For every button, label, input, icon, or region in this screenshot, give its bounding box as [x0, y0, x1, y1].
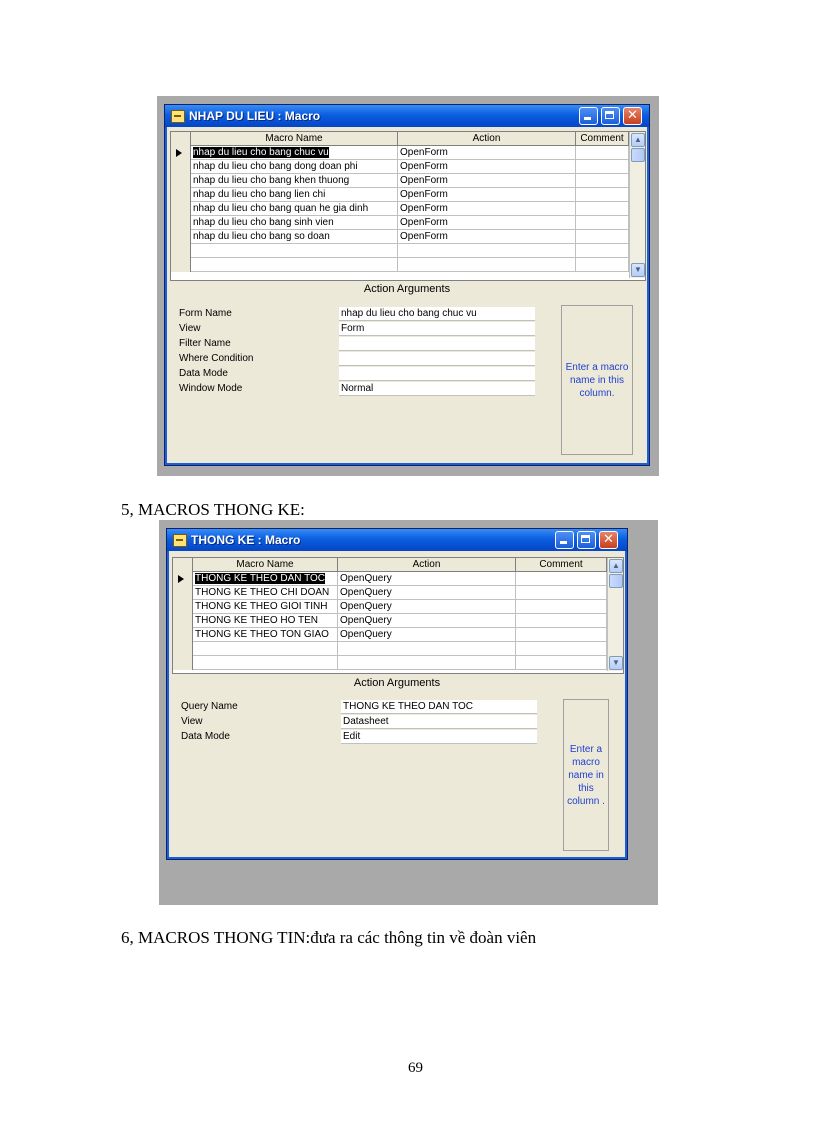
table-row[interactable]: [171, 174, 629, 188]
table-row[interactable]: [173, 586, 607, 600]
grid-header: [171, 132, 629, 146]
comment-cell[interactable]: [516, 586, 607, 600]
macro-name-cell-text: THONG KE THEO HO TEN: [195, 615, 318, 626]
maximize-button[interactable]: [577, 531, 596, 549]
row-selector[interactable]: [173, 642, 193, 656]
comment-cell[interactable]: [516, 628, 607, 642]
close-icon: ✕: [627, 108, 638, 123]
help-hint-text: Enter a macro name in this column .: [567, 743, 605, 807]
macro-name-cell[interactable]: [193, 628, 338, 642]
action-arguments-title: Action Arguments: [363, 283, 451, 295]
column-header-comment[interactable]: Comment: [576, 132, 629, 146]
macro-name-cell-text: THONG KE THEO CHI DOAN: [195, 587, 330, 598]
comment-cell[interactable]: [576, 202, 629, 216]
action-cell-text: OpenQuery: [340, 615, 392, 626]
action-cell[interactable]: [338, 628, 516, 642]
action-cell-text: OpenQuery: [340, 601, 392, 612]
grid-header: [173, 558, 607, 572]
title-bar[interactable]: [165, 105, 649, 127]
row-selector[interactable]: [171, 160, 191, 174]
comment-cell[interactable]: [576, 146, 629, 160]
help-hint-text: Enter a macro name in this column.: [565, 361, 629, 399]
row-selector[interactable]: [173, 600, 193, 614]
table-row[interactable]: [171, 202, 629, 216]
macro-name-cell[interactable]: [191, 160, 398, 174]
macro-name-cell[interactable]: [193, 586, 338, 600]
macro-name-cell-text: nhap du lieu cho bang lien chi: [193, 189, 326, 200]
minimize-button[interactable]: [555, 531, 574, 549]
action-cell[interactable]: [398, 174, 576, 188]
macro-icon: [173, 534, 187, 547]
scroll-up-button[interactable]: ▲: [631, 133, 645, 147]
macro-name-cell-text: THONG KE THEO TON GIAO: [195, 629, 329, 640]
macro-name-cell-text: nhap du lieu cho bang dong doan phi: [193, 161, 358, 172]
comment-cell[interactable]: [576, 174, 629, 188]
argument-label: Query Name: [181, 701, 238, 712]
argument-label: Data Mode: [179, 368, 228, 379]
maximize-icon: [602, 108, 619, 124]
table-row[interactable]: [171, 216, 629, 230]
action-arguments-title: Action Arguments: [353, 677, 441, 689]
window-title: THONG KE : Macro: [191, 533, 301, 547]
window-title: NHAP DU LIEU : Macro: [189, 109, 321, 123]
comment-cell[interactable]: [576, 244, 629, 258]
comment-cell[interactable]: [576, 160, 629, 174]
close-button[interactable]: [623, 107, 642, 125]
action-cell[interactable]: [338, 656, 516, 670]
table-row[interactable]: [171, 230, 629, 244]
action-cell[interactable]: [398, 160, 576, 174]
macro-name-cell[interactable]: [191, 202, 398, 216]
table-row[interactable]: [171, 146, 629, 160]
macro-name-cell-text: nhap du lieu cho bang so doan: [193, 231, 330, 242]
row-selector[interactable]: [171, 202, 191, 216]
macro-name-cell[interactable]: [193, 656, 338, 670]
row-selector[interactable]: [173, 614, 193, 628]
argument-value-field[interactable]: Datasheet: [341, 715, 537, 729]
section-heading-thong-ke: 5, MACROS THONG KE:: [121, 500, 305, 519]
table-row[interactable]: [173, 600, 607, 614]
close-icon: ✕: [603, 532, 614, 547]
argument-value-field[interactable]: [339, 367, 535, 381]
help-hint-box: [563, 699, 609, 851]
argument-value-field[interactable]: Form: [339, 322, 535, 336]
macro-name-cell[interactable]: [193, 600, 338, 614]
action-cell-text: OpenQuery: [340, 573, 392, 584]
row-selector[interactable]: [171, 258, 191, 272]
table-row[interactable]: [171, 244, 629, 258]
row-selector[interactable]: [171, 216, 191, 230]
row-selector[interactable]: [173, 628, 193, 642]
scroll-thumb[interactable]: [609, 574, 623, 588]
macro-name-cell[interactable]: [191, 244, 398, 258]
comment-cell[interactable]: [516, 642, 607, 656]
macro-name-cell[interactable]: [191, 146, 398, 160]
scroll-thumb[interactable]: [631, 148, 645, 162]
header-corner: [173, 558, 193, 572]
macro-icon: [171, 110, 185, 123]
argument-label: View: [181, 716, 203, 727]
table-row[interactable]: [173, 572, 607, 586]
table-row[interactable]: [173, 628, 607, 642]
argument-label: Filter Name: [179, 338, 231, 349]
argument-label: View: [179, 323, 201, 334]
table-row[interactable]: [171, 258, 629, 272]
comment-cell[interactable]: [516, 656, 607, 670]
table-row[interactable]: [173, 614, 607, 628]
argument-value-field[interactable]: [339, 337, 535, 351]
column-header-macro-name[interactable]: Macro Name: [191, 132, 398, 146]
argument-value-field[interactable]: [339, 352, 535, 366]
action-cell[interactable]: [398, 202, 576, 216]
header-corner: [171, 132, 191, 146]
vertical-scrollbar[interactable]: [629, 132, 645, 278]
argument-label: Data Mode: [181, 731, 230, 742]
action-cell-text: OpenForm: [400, 231, 448, 242]
macro-grid: [172, 557, 624, 674]
table-row[interactable]: [171, 160, 629, 174]
comment-cell[interactable]: [576, 216, 629, 230]
action-cell[interactable]: [398, 244, 576, 258]
argument-label: Where Condition: [179, 353, 254, 364]
argument-label: Window Mode: [179, 383, 243, 394]
macro-name-cell[interactable]: [191, 216, 398, 230]
action-cell[interactable]: [338, 600, 516, 614]
action-cell[interactable]: [398, 146, 576, 160]
current-row-pointer-icon: [178, 575, 184, 583]
comment-cell[interactable]: [516, 572, 607, 586]
page-number: 69: [408, 1060, 423, 1076]
minimize-button[interactable]: [579, 107, 598, 125]
comment-cell[interactable]: [576, 230, 629, 244]
macro-name-cell[interactable]: [191, 188, 398, 202]
macro-name-cell[interactable]: [191, 174, 398, 188]
table-row[interactable]: [171, 188, 629, 202]
argument-value-field[interactable]: THONG KE THEO DAN TOC: [341, 700, 537, 714]
macro-window-thong-ke: [166, 528, 628, 860]
minimize-icon: [580, 108, 597, 124]
row-selector[interactable]: [171, 174, 191, 188]
table-row[interactable]: [173, 642, 607, 656]
column-header-comment[interactable]: Comment: [516, 558, 607, 572]
row-selector[interactable]: [173, 656, 193, 670]
vertical-scrollbar[interactable]: [607, 558, 623, 671]
comment-cell[interactable]: [576, 188, 629, 202]
action-cell[interactable]: [338, 586, 516, 600]
row-selector[interactable]: [171, 244, 191, 258]
comment-cell[interactable]: [576, 258, 629, 272]
scroll-down-button[interactable]: ▼: [631, 263, 645, 277]
column-header-action[interactable]: Action: [338, 558, 516, 572]
comment-cell[interactable]: [516, 614, 607, 628]
section-heading-thong-tin: 6, MACROS THONG TIN:đưa ra các thông tin về đoàn viên: [121, 928, 537, 947]
action-cell-text: OpenForm: [400, 203, 448, 214]
table-row[interactable]: [173, 656, 607, 670]
macro-name-cell-text: THONG KE THEO GIOI TINH: [195, 601, 328, 612]
action-cell[interactable]: [398, 230, 576, 244]
maximize-button[interactable]: [601, 107, 620, 125]
title-bar[interactable]: [167, 529, 627, 551]
macro-name-cell[interactable]: [191, 258, 398, 272]
action-cell-text: OpenForm: [400, 175, 448, 186]
macro-name-cell[interactable]: [191, 230, 398, 244]
row-selector[interactable]: [173, 586, 193, 600]
maximize-icon: [578, 532, 595, 548]
row-selector[interactable]: [171, 230, 191, 244]
macro-name-cell[interactable]: [193, 614, 338, 628]
macro-name-cell-text: THONG KE THEO DAN TOC: [195, 573, 326, 584]
current-row-pointer-icon: [176, 149, 182, 157]
action-cell-text: OpenQuery: [340, 587, 392, 598]
action-cell-text: OpenForm: [400, 161, 448, 172]
macro-grid: [170, 131, 646, 281]
row-selector[interactable]: [171, 188, 191, 202]
macro-name-cell-text: nhap du lieu cho bang khen thuong: [193, 175, 350, 186]
action-cell-text: OpenForm: [400, 189, 448, 200]
action-cell[interactable]: [398, 258, 576, 272]
minimize-icon: [556, 532, 573, 548]
argument-value-field[interactable]: Normal: [339, 382, 535, 396]
action-cell[interactable]: [398, 216, 576, 230]
macro-name-cell-text: nhap du lieu cho bang chuc vu: [193, 147, 329, 158]
action-cell-text: OpenQuery: [340, 629, 392, 640]
action-cell[interactable]: [398, 188, 576, 202]
row-selector[interactable]: [171, 146, 191, 160]
help-hint-box: [561, 305, 633, 455]
close-button[interactable]: [599, 531, 618, 549]
argument-label: Form Name: [179, 308, 232, 319]
action-cell[interactable]: [338, 642, 516, 656]
row-selector[interactable]: [173, 572, 193, 586]
scroll-up-button[interactable]: ▲: [609, 559, 623, 573]
macro-name-cell[interactable]: [193, 572, 338, 586]
action-cell-text: OpenForm: [400, 147, 448, 158]
action-cell-text: OpenForm: [400, 217, 448, 228]
argument-value-field[interactable]: nhap du lieu cho bang chuc vu: [339, 307, 535, 321]
argument-value-field[interactable]: Edit: [341, 730, 537, 744]
column-header-macro-name[interactable]: Macro Name: [193, 558, 338, 572]
action-cell[interactable]: [338, 572, 516, 586]
macro-name-cell[interactable]: [193, 642, 338, 656]
macro-name-cell-text: nhap du lieu cho bang quan he gia dinh: [193, 203, 369, 214]
macro-window-nhap-du-lieu: [164, 104, 650, 466]
action-cell[interactable]: [338, 614, 516, 628]
column-header-action[interactable]: Action: [398, 132, 576, 146]
scroll-down-button[interactable]: ▼: [609, 656, 623, 670]
macro-name-cell-text: nhap du lieu cho bang sinh vien: [193, 217, 334, 228]
comment-cell[interactable]: [516, 600, 607, 614]
